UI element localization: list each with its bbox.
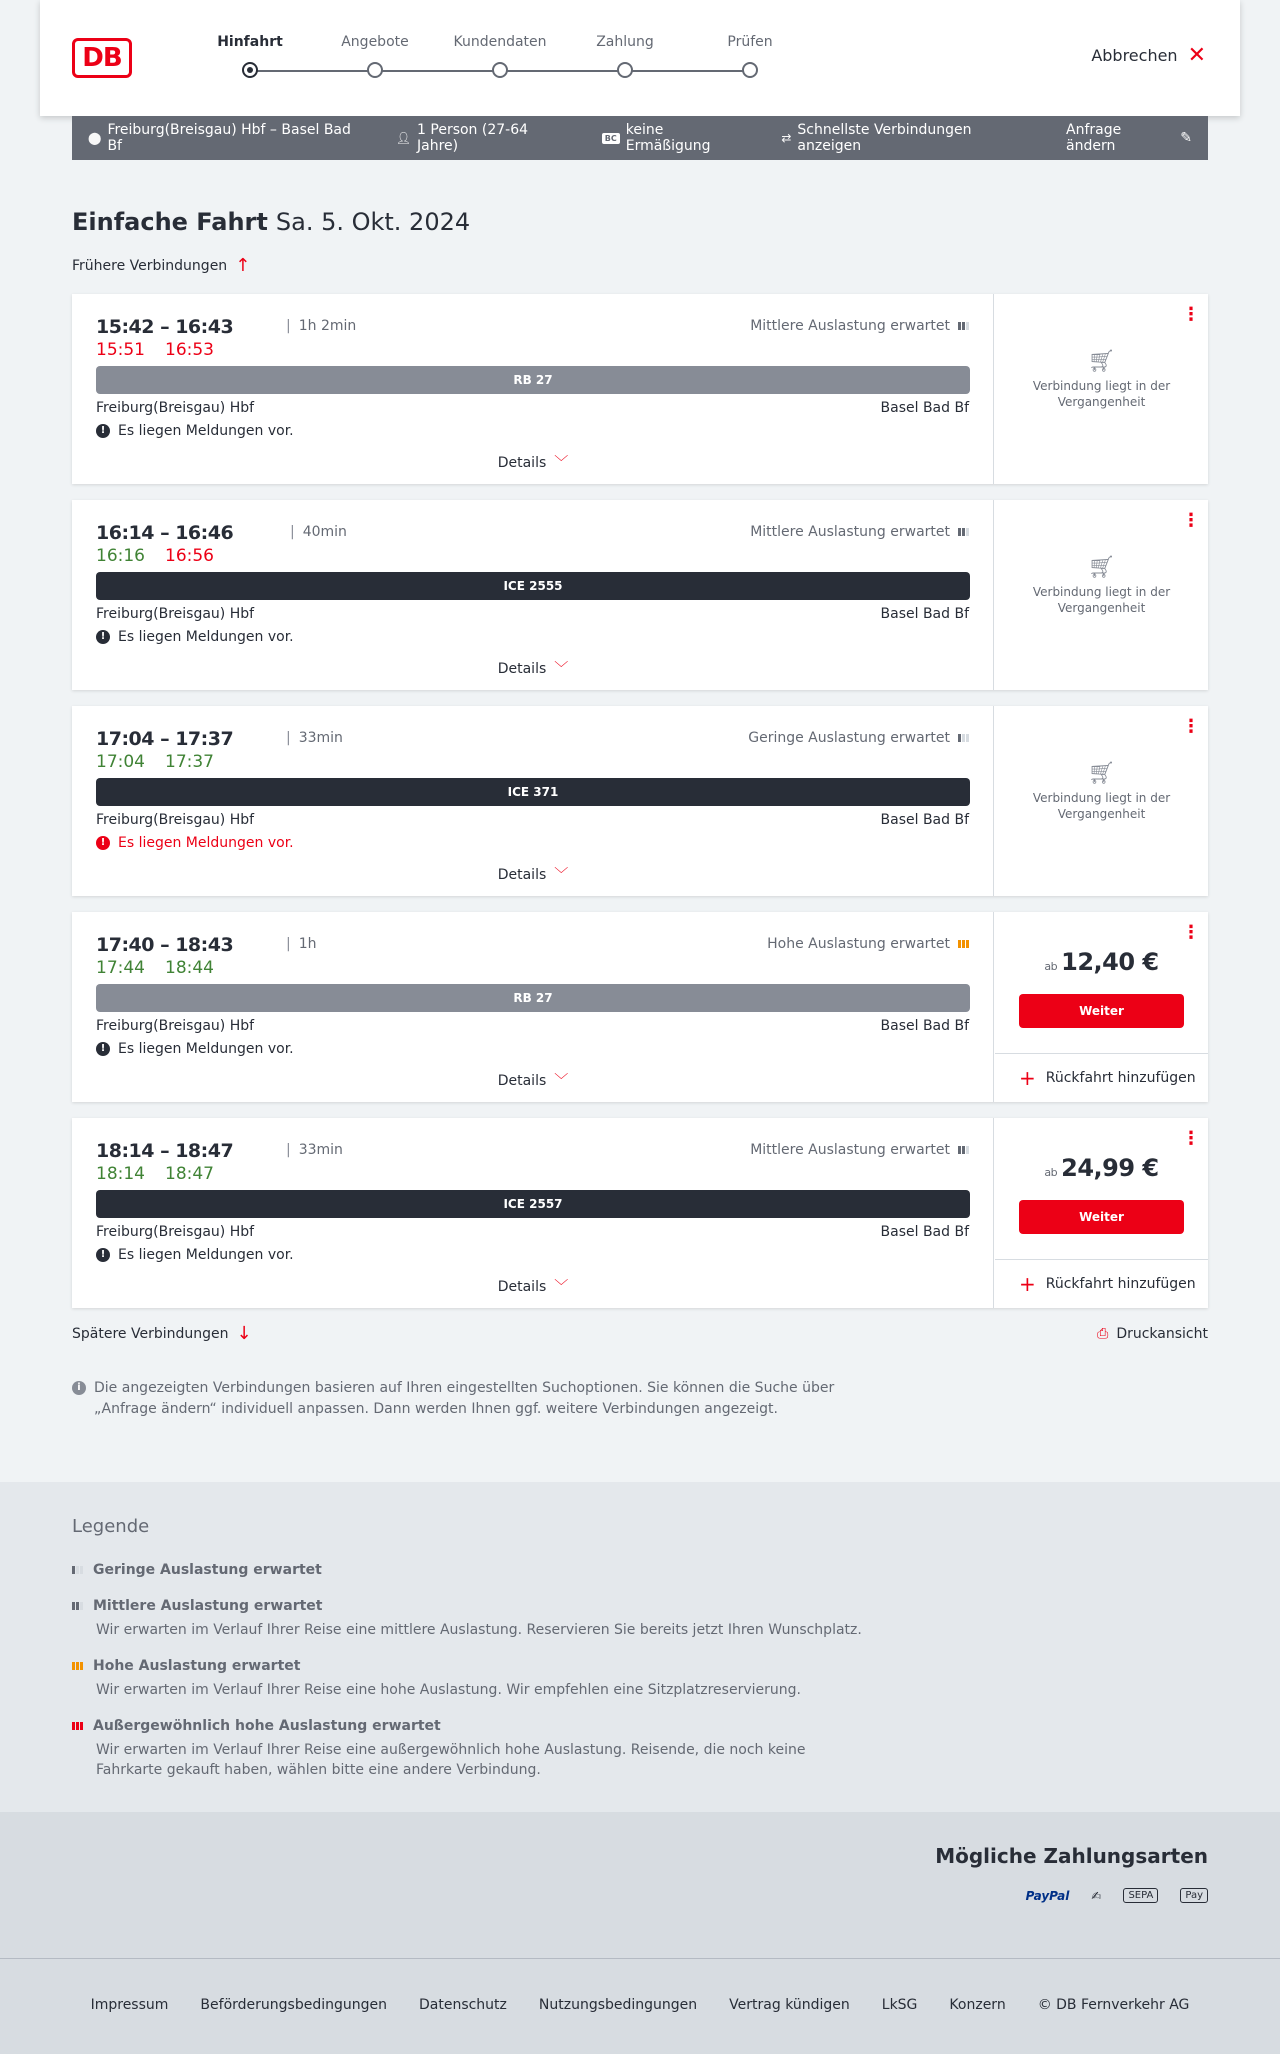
past-connection-notice: 🛒︎ Verbindung liegt in der Vergangenheit (995, 560, 1208, 616)
footer-link-konzern[interactable]: Konzern (949, 1997, 1006, 2013)
cart-unavailable-icon: 🛒︎ (1087, 349, 1116, 374)
destination-station: Basel Bad Bf (880, 1018, 969, 1034)
arrow-up-icon: ↑ (235, 255, 251, 276)
swap-icon: ⇄ (781, 131, 792, 145)
payment-title: Mögliche Zahlungsarten (935, 1844, 1208, 1868)
header (40, 0, 1240, 116)
connection-main[interactable] (72, 294, 994, 484)
duration: | 1h (286, 936, 317, 952)
connection-offer (995, 294, 1208, 484)
step-dot (492, 62, 508, 78)
printer-icon: ⎙ (1097, 1326, 1109, 1342)
planned-times: 17:40 – 18:43 (96, 934, 234, 956)
cart-unavailable-icon: 🛒︎ (1087, 555, 1116, 580)
bahncard-icon: BC (602, 133, 620, 144)
more-options-icon[interactable]: ⋮ (1182, 1128, 1200, 1149)
occupancy-very-high-icon (72, 1722, 83, 1730)
destination-station: Basel Bad Bf (880, 400, 969, 416)
planned-times: 15:42 – 16:43 (96, 316, 234, 338)
notice-message: ! Es liegen Meldungen vor. (96, 1247, 294, 1263)
connection-offer (995, 706, 1208, 896)
cancel-label: Abbrechen (1091, 46, 1178, 65)
train-segment-bar: RB 27 (96, 984, 970, 1012)
step-dot (242, 62, 258, 78)
planned-times: 17:04 – 17:37 (96, 728, 234, 750)
continue-button[interactable]: Weiter (1019, 994, 1184, 1028)
legend-item-high: Hohe Auslastung erwartet Wir erwarten im Verlauf Ihrer Reise eine hohe Auslastung. Wir empfehlen eine Sitzplatzreservierung. (72, 1658, 872, 1700)
duration: | 33min (286, 1142, 343, 1158)
past-connection-notice: 🛒︎ Verbindung liegt in der Vergangenheit (995, 766, 1208, 822)
destination-station: Basel Bad Bf (880, 606, 969, 622)
occupancy-high-icon (958, 940, 969, 948)
origin-station: Freiburg(Breisgau) Hbf (96, 812, 255, 828)
destination-station: Basel Bad Bf (880, 812, 969, 828)
print-view-link[interactable]: ⎙ Druckansicht (1097, 1326, 1208, 1342)
apple-pay-icon: Pay (1180, 1888, 1208, 1903)
connection-card (72, 294, 1208, 484)
realtime-times: 15:51 16:53 (96, 340, 214, 360)
origin-station: Freiburg(Breisgau) Hbf (96, 400, 255, 416)
add-return-trip-button[interactable]: + Rückfahrt hinzufügen (995, 1053, 1208, 1102)
footer-link-vertrag[interactable]: Vertrag kündigen (729, 1997, 850, 2013)
sepa-icon: SEPA (1123, 1888, 1158, 1903)
fastest-toggle[interactable]: ⇄ Schnellste Verbindungen anzeigen (781, 122, 972, 154)
notice-message: ! Es liegen Meldungen vor. (96, 629, 294, 645)
paypal-icon: PayPal (1025, 1888, 1070, 1903)
legend-item-very-high: Außergewöhnlich hohe Auslastung erwartet Wir erwarten im Verlauf Ihrer Reise eine außergewöhnlich hohe Auslastung. Reisende, die noch keine Fahrkarte gekauft haben, wählen bitte eine andere Verbindung. (72, 1718, 872, 1780)
footer-link-nutzung[interactable]: Nutzungsbedingungen (538, 1997, 698, 2013)
step-pruefen: Prüfen (680, 34, 820, 50)
payment-icons (1026, 1888, 1208, 1903)
footer-link-datenschutz[interactable]: Datenschutz (418, 1997, 507, 2013)
legend-section (0, 1482, 1280, 1812)
later-connections-link[interactable]: Spätere Verbindungen ↓ (72, 1323, 252, 1344)
info-icon: i (72, 1381, 86, 1395)
occupancy-indicator: Geringe Auslastung erwartet (748, 730, 969, 746)
price: ab 24,99 € (1044, 1154, 1159, 1182)
occupancy-indicator: Mittlere Auslastung erwartet (750, 524, 969, 540)
edit-request-button[interactable]: Anfrage ändern ✎ (1066, 122, 1192, 154)
connection-offer (995, 912, 1208, 1102)
details-toggle[interactable]: Details ﹀ (497, 867, 569, 883)
chevron-down-icon: ﹀ (554, 1279, 569, 1295)
cancel-button[interactable] (1091, 42, 1206, 68)
realtime-times: 18:14 18:47 (96, 1164, 214, 1184)
db-logo[interactable]: DB (72, 38, 132, 78)
pencil-icon: ✎ (1180, 130, 1192, 146)
person-icon: 👤︎ (395, 131, 412, 145)
route-summary: ⬤ Freiburg(Breisgau) Hbf – Basel Bad Bf (88, 122, 351, 154)
connection-card (72, 500, 1208, 690)
plus-icon: + (1019, 1272, 1036, 1296)
plus-icon: + (1019, 1066, 1036, 1090)
connection-main[interactable] (72, 500, 994, 690)
planned-times: 16:14 – 16:46 (96, 522, 234, 544)
page-title: Einfache Fahrt Sa. 5. Okt. 2024 (72, 208, 471, 236)
details-toggle[interactable]: Details ﹀ (497, 1073, 569, 1089)
notice-message: ! Es liegen Meldungen vor. (96, 423, 294, 439)
earlier-connections-link[interactable]: Frühere Verbindungen ↑ (72, 255, 251, 276)
details-toggle[interactable]: Details ﹀ (497, 1279, 569, 1295)
realtime-times: 17:44 18:44 (96, 958, 214, 978)
chevron-down-icon: ﹀ (554, 661, 569, 677)
origin-station: Freiburg(Breisgau) Hbf (96, 606, 255, 622)
duration: | 40min (290, 524, 347, 540)
step-dot (367, 62, 383, 78)
occupancy-medium-icon (72, 1602, 83, 1610)
occupancy-medium-icon (958, 322, 969, 330)
payment-methods-section (0, 1812, 1280, 1958)
connection-main[interactable] (72, 706, 994, 896)
more-options-icon[interactable]: ⋮ (1182, 922, 1200, 943)
exclamation-icon: ! (96, 1042, 110, 1056)
continue-button[interactable]: Weiter (1019, 1200, 1184, 1234)
train-segment-bar: RB 27 (96, 366, 970, 394)
train-segment-bar: ICE 2555 (96, 572, 970, 600)
more-options-icon[interactable]: ⋮ (1182, 304, 1200, 325)
step-zahlung: Zahlung (555, 34, 695, 50)
cart-unavailable-icon: 🛒︎ (1087, 761, 1116, 786)
step-kundendaten: Kundendaten (430, 34, 570, 50)
past-connection-notice: 🛒︎ Verbindung liegt in der Vergangenheit (995, 354, 1208, 410)
connection-main[interactable] (72, 912, 994, 1102)
footer-links (0, 1997, 1280, 2013)
occupancy-indicator: Hohe Auslastung erwartet (767, 936, 969, 952)
connection-main[interactable] (72, 1118, 994, 1308)
connection-card (72, 706, 1208, 896)
occupancy-indicator: Mittlere Auslastung erwartet (750, 318, 969, 334)
step-angebote: Angebote (305, 34, 445, 50)
details-toggle[interactable]: Details ﹀ (497, 455, 569, 471)
invoice-signature-icon: ✍︎ (1091, 1888, 1102, 1903)
train-segment-bar: ICE 371 (96, 778, 970, 806)
search-summary-bar (72, 116, 1208, 160)
discount-summary: BC keine Ermäßigung (602, 122, 750, 154)
planned-times: 18:14 – 18:47 (96, 1140, 234, 1162)
exclamation-icon: ! (96, 630, 110, 644)
occupancy-low-icon (958, 734, 969, 742)
occupancy-low-icon (72, 1566, 83, 1574)
occupancy-indicator: Mittlere Auslastung erwartet (750, 1142, 969, 1158)
legend-item-medium: Mittlere Auslastung erwartet Wir erwarten im Verlauf Ihrer Reise eine mittlere Auslastung. Reservieren Sie bereits jetzt Ihren Wunschplatz. (72, 1598, 872, 1640)
duration: | 1h 2min (286, 318, 356, 334)
footer-link-lksg[interactable]: LkSG (881, 1997, 918, 2013)
search-info-note: i Die angezeigten Verbindungen basieren auf Ihren eingestellten Suchoptionen. Sie können die Suche über „Anfrage ändern“ individuell anpassen. Dann werden Ihnen ggf. weitere Verbindungen angezeigt. (72, 1378, 852, 1420)
exclamation-icon: ! (96, 424, 110, 438)
chevron-down-icon: ﹀ (554, 455, 569, 471)
step-hinfahrt: Hinfahrt (180, 34, 320, 50)
location-pin-icon: ⬤ (88, 131, 102, 145)
origin-station: Freiburg(Breisgau) Hbf (96, 1018, 255, 1034)
legend-title: Legende (72, 1516, 150, 1537)
connection-offer (995, 500, 1208, 690)
notice-message: ! Es liegen Meldungen vor. (96, 835, 294, 851)
chevron-down-icon: ﹀ (554, 867, 569, 883)
more-options-icon[interactable]: ⋮ (1182, 716, 1200, 737)
connection-card (72, 912, 1208, 1102)
connection-offer (995, 1118, 1208, 1308)
progress-steps (210, 34, 810, 84)
passenger-summary: 👤︎ 1 Person (27-64 Jahre) (395, 122, 529, 154)
origin-station: Freiburg(Breisgau) Hbf (96, 1224, 255, 1240)
realtime-times: 16:16 16:56 (96, 546, 214, 566)
more-options-icon[interactable]: ⋮ (1182, 510, 1200, 531)
chevron-down-icon: ﹀ (554, 1073, 569, 1089)
footer-link-impressum[interactable]: Impressum (90, 1997, 169, 2013)
price: ab 12,40 € (1044, 948, 1159, 976)
close-icon: ✕ (1187, 42, 1206, 68)
details-toggle[interactable]: Details ﹀ (497, 661, 569, 677)
step-dot (742, 62, 758, 78)
destination-station: Basel Bad Bf (880, 1224, 969, 1240)
notice-message: ! Es liegen Meldungen vor. (96, 1041, 294, 1057)
exclamation-icon: ! (96, 836, 110, 850)
occupancy-medium-icon (958, 528, 969, 536)
add-return-trip-button[interactable]: + Rückfahrt hinzufügen (995, 1259, 1208, 1308)
train-segment-bar: ICE 2557 (96, 1190, 970, 1218)
footer-copyright: © DB Fernverkehr AG (1037, 1997, 1190, 2013)
step-dot (617, 62, 633, 78)
occupancy-medium-icon (958, 1146, 969, 1154)
legend-item-low: Geringe Auslastung erwartet (72, 1562, 872, 1578)
occupancy-high-icon (72, 1662, 83, 1670)
footer (0, 1958, 1280, 2054)
footer-link-befoerderung[interactable]: Beförderungsbedingungen (200, 1997, 387, 2013)
exclamation-icon: ! (96, 1248, 110, 1262)
arrow-down-icon: ↓ (236, 1323, 252, 1344)
realtime-times: 17:04 17:37 (96, 752, 214, 772)
connection-card (72, 1118, 1208, 1308)
duration: | 33min (286, 730, 343, 746)
